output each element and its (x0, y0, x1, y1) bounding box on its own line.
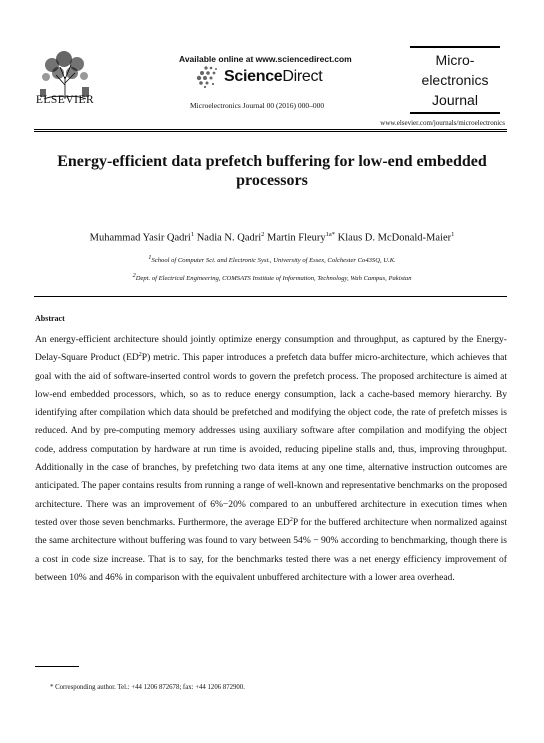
author-name: Muhammad Yasir Qadri (89, 232, 191, 244)
affiliation-text: Dept. of Electrical Engineering, COMSATS Institute of Information, Technology, Wah Campus, Pakistan (135, 275, 412, 283)
journal-name-line-2: electronics (421, 72, 489, 88)
journal-name-line-1: Micro- (435, 52, 475, 68)
paper-title: Energy-efficient data prefetch buffering for low-end embedded processors (57, 153, 487, 189)
author-name: Martin Fleury (267, 232, 326, 244)
abstract-top-divider (34, 296, 507, 297)
author-sup: 1 (190, 231, 195, 238)
sciencedirect-dots-icon (192, 65, 222, 89)
author-name: Nadia N. Qadri (196, 232, 262, 244)
journal-name-box (410, 46, 500, 114)
affiliation-sup: 2 (132, 272, 136, 279)
publisher-wordmark: ELSEVIER (35, 94, 95, 106)
available-online-text[interactable]: Available online at www.sciencedirect.com (179, 54, 352, 64)
sciencedirect-wordmark: ScienceDirect (224, 68, 323, 85)
journal-url-link[interactable]: www.elsevier.com/journals/microelectronics (380, 119, 505, 127)
journal-citation: Microelectronics Journal 00 (2016) 000–000 (190, 101, 325, 110)
author-sup: 1a* (325, 231, 336, 238)
author-name: Klaus D. McDonald-Maier (337, 232, 452, 244)
journal-name-line-3: Journal (432, 92, 478, 108)
sciencedirect-logo (192, 65, 322, 89)
affiliation-sup: 1 (148, 254, 152, 261)
author-list (30, 231, 514, 244)
affiliation (30, 272, 514, 282)
abstract-heading: Abstract (35, 314, 65, 323)
author-sup: 1 (451, 231, 455, 238)
affiliation-text: School of Computer Sci. and Electronic Syst., University of Essex, Colchester Co43SQ, U.K. (151, 257, 396, 265)
abstract-body: An energy-efficient architecture should jointly optimize energy consumption and throughput, as captured by the Energy-Delay-Square Product $(ED^2P)$ metric. This paper introduces a prefetch data buffer micro-architecture, which achieves that goal with the aid of software-inserted control words to govern the prefetch process. The proposed architecture is aimed at low-end embedded processors, which, so as to reduce energy consumption, lack a cache-based memory hierarchy. By identifying after compilation which data should be prefetched and modifying the object code, the rate of prefetch misses is reduced. And by pre-computing memory addresses using auxiliary software after compilation and modifying the object code, address computation by hardware at run time is avoided, reducing pipeline stalls and, thus, improving throughput. Additionally in the case of branches, by prefetching two data items at any one time, alternative instruction outcomes are anticipated. The paper contains results from running a range of well-known and representative benchmarks on the proposed architecture. There was an improvement of 6%−20% compared to an unbuffered architecture in execution times when tested over those seven benchmarks. Furthermore, the average $ED^2P$ for the buffered architecture when normalized against the same architecture without buffering was found to vary between 54% − 90% according to benchmarking, though there is a cost in code size increase. That is to say, for the benchmarks tested there was a net energy efficiency improvement of between 10% and 46% in comparison with the equivalent unbuffered architecture with a lower area overhead. (35, 334, 507, 583)
header-divider (34, 129, 507, 130)
affiliation (30, 254, 514, 264)
corresponding-author-footnote: * Corresponding author. Tel.: +44 1206 872678; fax: +44 1206 872900. (50, 684, 245, 691)
header-divider-second (34, 131, 507, 132)
footnote-divider (35, 666, 79, 667)
author-sup: 2 (261, 231, 265, 238)
